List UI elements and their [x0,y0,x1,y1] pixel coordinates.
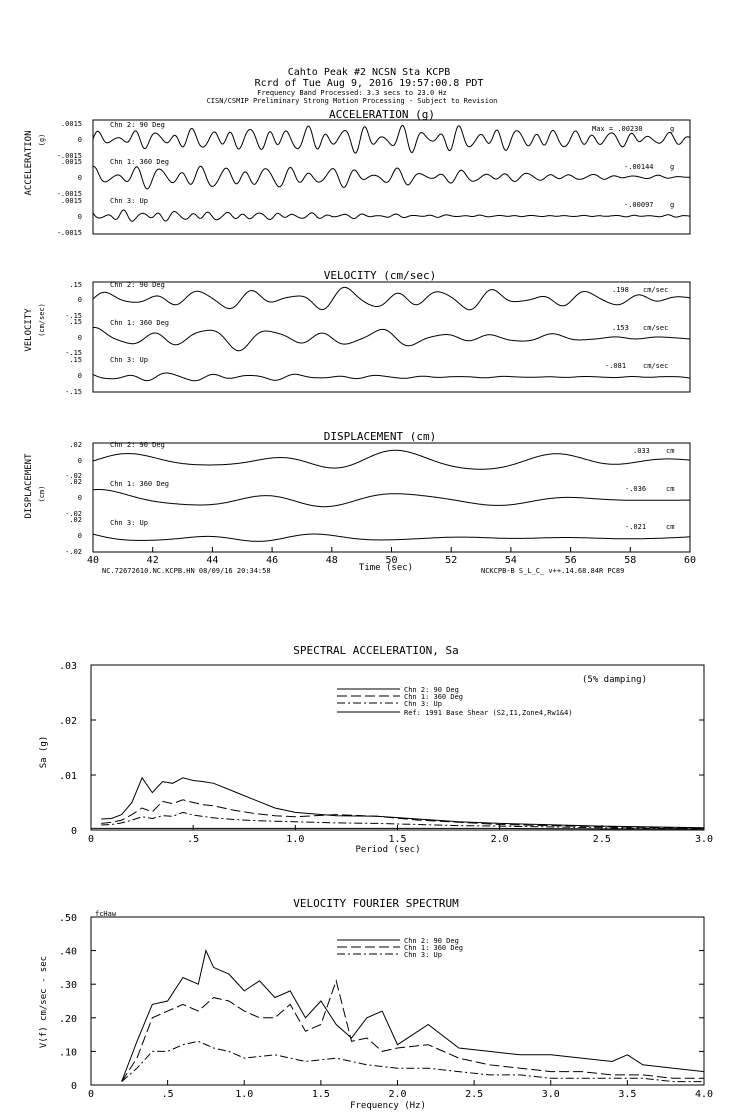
acc-chn1-unit: g [670,163,675,171]
velocity-side-label: VELOCITY [24,308,34,352]
header-station: Cahto Peak #2 NCSN Sta KCPB [287,67,451,78]
dis-chn2-max: .033 [633,447,650,455]
fs-series-line-2 [122,1041,704,1081]
acc-chn3-unit: g [670,201,675,209]
vel-chn3-unit: cm/sec [643,362,669,370]
fs-y-tick-label: .10 [58,1047,77,1059]
sa-x-tick-label: 1.5 [388,834,407,845]
dis-tick-label: 0 [77,457,82,465]
fourier-title: VELOCITY FOURIER SPECTRUM [293,897,459,910]
fourier-corner-label: fcHaw [95,910,117,918]
fs-legend-label-chn1: Chn 1: 360 Deg [404,944,464,952]
dis-chn1-trace [93,490,690,507]
vel-tick-label: -.15 [65,388,82,396]
time-tick-label: 52 [445,555,458,566]
vel-tick-label: 0 [77,372,82,380]
vel-chn1-max: .153 [612,324,629,332]
fs-y-tick-label: .20 [58,1013,77,1025]
sa-x-tick-label: 2.5 [592,834,611,845]
fourier-series [122,951,704,1082]
time-tick-label: 48 [325,555,338,566]
dis-chn2-trace [93,450,690,469]
sa-series-line-3 [91,828,704,829]
sa-x-tick-label: 0 [87,834,95,845]
spectral-frame [91,665,704,830]
displacement-unit-label: (cm) [38,485,46,503]
vel-tick-label: -.15 [65,312,82,320]
fs-series-line-1 [122,981,704,1082]
vel-chn2-unit: cm/sec [643,286,669,294]
spectral-y-axis-label: Sa (g) [39,735,49,769]
dis-chn3-name: Chn 3: Up [110,519,148,527]
acc-tick-label: 0 [77,136,82,144]
acceleration-side-label: ACCELERATION [24,130,34,196]
acc-chn2-max: Max = .00230 [592,125,643,133]
sa-x-tick-label: 1.0 [286,834,305,845]
acceleration-unit-label: (g) [38,133,46,147]
acc-tick-label: .0015 [60,158,82,166]
vel-chn3-trace [93,373,690,381]
spectral-legend [337,686,573,717]
dis-tick-label: .02 [69,478,82,486]
dis-chn3-unit: cm [666,523,675,531]
acc-tick-label: -.0015 [56,152,82,160]
time-tick-label: 46 [266,555,279,566]
sa-y-tick-label: .03 [58,661,77,672]
acc-chn1-max: -.00144 [624,163,654,171]
acc-tick-label: .0015 [60,197,82,205]
dis-tick-label: -.02 [65,472,82,480]
fourier-y-axis-label: V(f) cm/sec - sec [39,955,49,1049]
acceleration-title: ACCELERATION (g) [329,108,435,121]
legend-label-ref: Ref: 1991 Base Shear (S2,I1,Zone4,Rw1&4) [404,709,573,717]
time-tick-label: 60 [683,555,697,566]
header-record-time: Rcrd of Tue Aug 9, 2016 19:57:00.8 PDT [254,78,484,89]
legend-label-chn1: Chn 1: 360 Deg [404,693,464,701]
acc-chn3-name: Chn 3: Up [110,197,148,205]
dis-chn3-trace [93,534,690,541]
vel-chn2-name: Chn 2: 90 Deg [110,281,165,289]
acc-chn3-trace [93,210,690,221]
fs-x-tick-label: .5 [161,1089,174,1100]
sa-series-line-0 [101,778,704,828]
acc-tick-label: 0 [77,213,82,221]
dis-tick-label: 0 [77,532,82,540]
vel-tick-label: -.15 [65,349,82,357]
displacement-side-label: DISPLACEMENT [24,453,34,519]
fs-x-tick-label: 3.0 [541,1089,560,1100]
damping-note: (5% damping) [582,675,648,685]
acc-chn2-unit: g [670,125,675,133]
footer-record-id: NC.72672610.NC.KCPB.HN 08/09/16 20:34:58 [102,567,271,575]
time-tick-label: 40 [86,555,100,566]
dis-chn1-max: -.036 [625,485,647,493]
fs-x-tick-label: 2.0 [388,1089,407,1100]
vel-chn2-max: .198 [612,286,629,294]
fs-legend-label-chn3: Chn 3: Up [404,951,442,959]
dis-tick-label: 0 [77,494,82,502]
legend-label-chn2: Chn 2: 90 Deg [404,686,459,694]
vel-chn1-unit: cm/sec [643,324,669,332]
acc-chn1-trace [93,166,690,189]
time-axis-label: Time (sec) [358,563,414,573]
acc-chn1-name: Chn 1: 360 Deg [110,158,170,166]
acc-tick-label: -.0015 [56,190,82,198]
fs-x-tick-label: 3.5 [618,1089,637,1100]
time-tick-label: 56 [564,555,577,566]
fs-x-tick-label: 1.0 [235,1089,254,1100]
dis-chn1-name: Chn 1: 360 Deg [110,480,170,488]
spectral-title: SPECTRAL ACCELERATION, Sa [293,644,459,657]
header-frequency-band: Frequency Band Processed: 3.3 secs to 23.0 Hz [257,89,447,97]
fs-y-tick-label: .40 [58,946,77,958]
dis-chn2-unit: cm [666,447,675,455]
acc-tick-label: 0 [77,174,82,182]
vel-tick-label: 0 [77,296,82,304]
sa-x-tick-label: .5 [187,834,200,845]
fs-series-line-0 [122,951,704,1082]
vel-chn2-trace [93,287,690,309]
fs-x-tick-label: 0 [87,1089,95,1100]
sa-y-tick-label: .02 [58,716,77,727]
sa-y-tick-label: 0 [70,826,77,837]
dis-tick-label: .02 [69,441,82,449]
acc-chn3-max: -.00097 [624,201,654,209]
spectral-x-axis-label: Period (sec) [355,845,421,855]
vel-chn1-trace [93,328,690,351]
vel-tick-label: .15 [69,318,82,326]
header-processing-note: CISN/CSMIP Preliminary Strong Motion Processing - Subject to Revision [206,97,498,105]
legend-label-chn3: Chn 3: Up [404,700,442,708]
fs-x-tick-label: 2.5 [465,1089,484,1100]
dis-chn2-name: Chn 2: 90 Deg [110,441,165,449]
sa-x-tick-label: 2.0 [490,834,509,845]
vel-chn1-name: Chn 1: 360 Deg [110,319,170,327]
footer-processing-id: NCKCPB-B S_L_C_ v++.14.68.84R PC89 [481,567,625,575]
displacement-title: DISPLACEMENT (cm) [323,430,437,443]
fourier-x-axis-label: Frequency (Hz) [350,1101,426,1111]
velocity-unit-label: (cm/sec) [38,303,46,337]
time-tick-label: 44 [206,555,219,566]
dis-chn1-unit: cm [666,485,675,493]
time-tick-label: 50 [385,555,398,566]
spectral-series [91,778,704,829]
dis-tick-label: -.02 [65,510,82,518]
fs-x-tick-label: 1.5 [311,1089,330,1100]
acc-chn2-name: Chn 2: 90 Deg [110,121,165,129]
velocity-title: VELOCITY (cm/sec) [323,269,437,282]
displacement-frame [93,443,690,552]
sa-y-tick-label: .01 [58,771,77,782]
fs-legend-label-chn2: Chn 2: 90 Deg [404,937,459,945]
time-tick-label: 58 [624,555,637,566]
sa-x-tick-label: 3.0 [694,834,714,845]
dis-tick-label: .02 [69,516,82,524]
acc-tick-label: -.0015 [56,229,82,237]
vel-tick-label: 0 [77,334,82,342]
fs-x-tick-label: 4.0 [694,1089,714,1100]
vel-chn3-name: Chn 3: Up [110,356,148,364]
time-tick-label: 42 [146,555,159,566]
fourier-axis-ticks [59,913,713,1100]
fourier-frame [91,917,704,1085]
vel-chn3-max: -.081 [605,362,627,370]
fs-y-tick-label: .50 [58,913,77,924]
fourier-legend [337,937,463,959]
dis-tick-label: -.02 [65,548,82,556]
vel-tick-label: .15 [69,356,82,364]
fs-y-tick-label: 0 [70,1081,77,1092]
fs-y-tick-label: .30 [58,980,77,992]
dis-chn3-max: -.021 [625,523,647,531]
acc-tick-label: .0015 [60,120,82,128]
time-tick-label: 54 [504,555,517,566]
vel-tick-label: .15 [69,281,82,289]
